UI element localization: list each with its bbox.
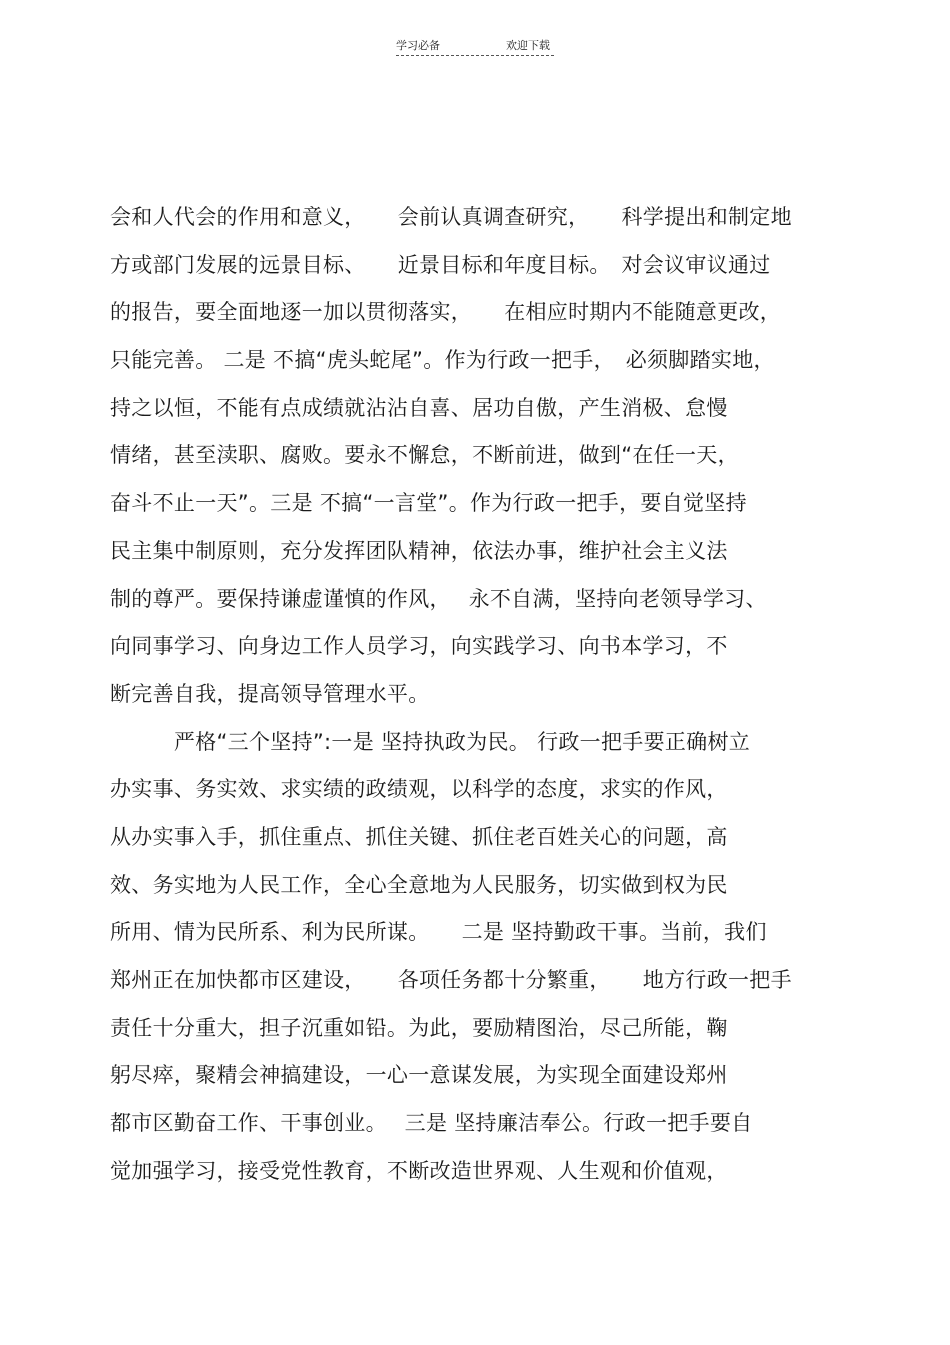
text-line: 效、务实地为人民工作，全心全意地为人民服务，切实做到权为民	[110, 872, 728, 897]
text-line: 持之以恒，不能有点成绩就沾沾自喜、居功自傲，产生消极、怠慢	[110, 395, 728, 420]
text-line: 民主集中制原则，充分发挥团队精神，依法办事，维护社会主义法	[110, 538, 728, 563]
text-line: 只能完善。 二是 不搞“虎头蛇尾”。作为行政一把手， 必须脚踏实地，	[110, 348, 775, 373]
text-line: 断完善自我，提高领导管理水平。	[110, 681, 430, 706]
text-line: 情绪，甚至渎职、腐败。要永不懈怠，不断前进，做到“在任一天，	[110, 443, 739, 468]
text-line: 都市区勤奋工作、干事创业。 三是 坚持廉洁奉公。行政一把手要自	[110, 1111, 753, 1136]
page-header	[396, 38, 556, 58]
header-dashed-rule	[396, 55, 554, 56]
text-line: 郑州正在加快都市区建设， 各项任务都十分繁重， 地方行政一把手	[110, 968, 792, 992]
text-line: 向同事学习、向身边工作人员学习，向实践学习、向书本学习，不	[110, 634, 728, 659]
text-line: 方或部门发展的远景目标、 近景目标和年度目标。 对会议审议通过	[110, 252, 771, 277]
text-line: 制的尊严。要保持谦虚谨慎的作风， 永不自满，坚持向老领导学习、	[110, 586, 767, 611]
text-line: 从办实事入手，抓住重点、抓住关键、抓住老百姓关心的问题，高	[110, 824, 728, 849]
text-line: 躬尽瘁，聚精会神搞建设，一心一意谋发展，为实现全面建设郑州	[110, 1063, 728, 1088]
text-line: 奋斗不止一天”。三是 不搞“一言堂”。作为行政一把手，要自觉坚持	[110, 491, 747, 516]
text-line: 所用、情为民所系、利为民所谋。 二是 坚持勤政干事。当前，我们	[110, 920, 767, 945]
text-line: 觉加强学习，接受党性教育，不断改造世界观、人生观和价值观，	[110, 1158, 728, 1183]
document-body	[110, 194, 910, 1195]
text-line: 的报告，要全面地逐一加以贯彻落实， 在相应时期内不能随意更改，	[110, 300, 782, 325]
header-left-text: 学习必备	[396, 39, 440, 52]
text-line: 会和人代会的作用和意义， 会前认真调查研究， 科学提出和制定地	[110, 205, 792, 229]
header-right-text: 欢迎下载	[506, 39, 550, 52]
paragraph-start-line: 严格“三个坚持”:一是 坚持执政为民。 行政一把手要正确树立	[110, 729, 751, 754]
text-line: 办实事、务实效、求实绩的政绩观，以科学的态度，求实的作风，	[110, 777, 728, 802]
text-line: 责任十分重大，担子沉重如铅。为此，要励精图治，尽己所能，鞠	[110, 1015, 728, 1040]
